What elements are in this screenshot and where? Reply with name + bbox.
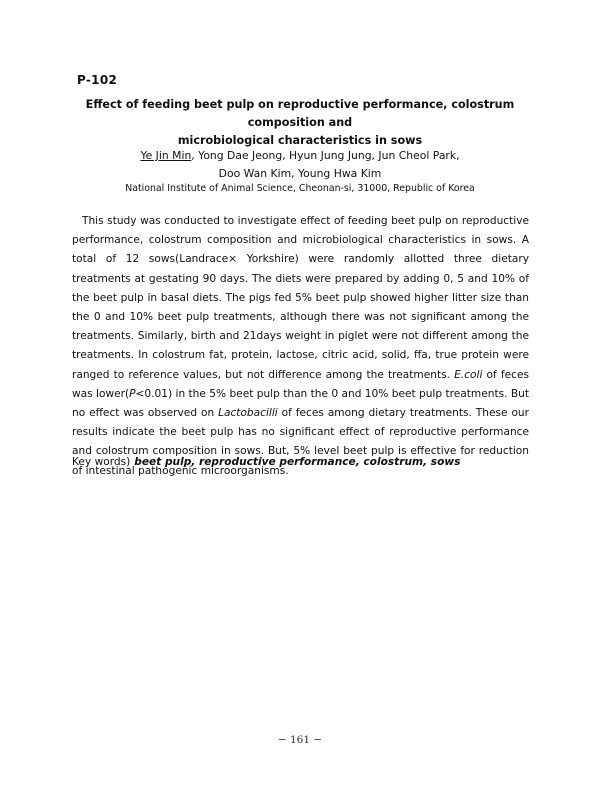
author-line-2: Doo Wan Kim, Young Hwa Kim <box>218 167 382 180</box>
abstract-text-2: of feces was lower( <box>72 368 530 400</box>
author-line-1 <box>60 147 540 165</box>
abstract-text-3: <0.01) in the 5% beet pulp than the 0 and 10% beet pulp treatments. But no effect was observed on <box>72 387 530 420</box>
abstract-p-value-symbol: P <box>129 387 136 400</box>
abstract-ecoli: E.coli <box>454 368 483 381</box>
keywords-label: Key words) <box>72 456 131 468</box>
abstract-text-4: of feces among dietary treatments. These our results indicate the beet pulp has no significant effect of reproductive performance and colostrum composition in sows. But, 5% level beet pulp is effective for reduction of intestinal pathogenic microorganisms. <box>72 407 529 477</box>
keywords-values: beet pulp, reproductive performance, colostrum, sows <box>134 456 461 468</box>
paper-id: P-102 <box>77 73 118 87</box>
abstract-body <box>72 212 529 481</box>
paper-title <box>60 96 540 150</box>
abstract-lactobacilli: Lactobacilli <box>218 407 278 420</box>
keywords <box>72 454 532 470</box>
title-line-1: Effect of feeding beet pulp on reproductive performance, colostrum composition and <box>85 98 515 129</box>
co-authors-line-1: , Yong Dae Jeong, Hyun Jung Jung, Jun Cheol Park, <box>191 149 460 162</box>
presenting-author: Ye Jin Min <box>140 149 192 162</box>
affiliation: National Institute of Animal Science, Cheonan-si, 31000, Republic of Korea <box>125 183 475 194</box>
abstract-text-1: This study was conducted to investigate effect of feeding beet pulp on reproductive performance, colostrum composition and microbiological characteristics in sows. A total of 12 sows(Landrace× Yorkshire) were randomly allotted three dietary treatments at gestating 90 days. The diets were prepared by adding 0, 5 and 10% of the beet pulp in basal diets. The pigs fed 5% beet pulp showed higher litter size than the 0 and 10% beet pulp treatments, although there was not significant among the treatments. Similarly, birth and 21days weight in piglet were not different among the treatments. In colostrum fat, protein, lactose, citric acid, solid, ffa, true protein were ranged to reference values, but not difference among the treatments. <box>72 215 529 381</box>
page-number: − 161 − <box>277 734 323 746</box>
title-line-2: microbiological characteristics in sows <box>177 134 423 147</box>
author-list <box>60 147 540 183</box>
